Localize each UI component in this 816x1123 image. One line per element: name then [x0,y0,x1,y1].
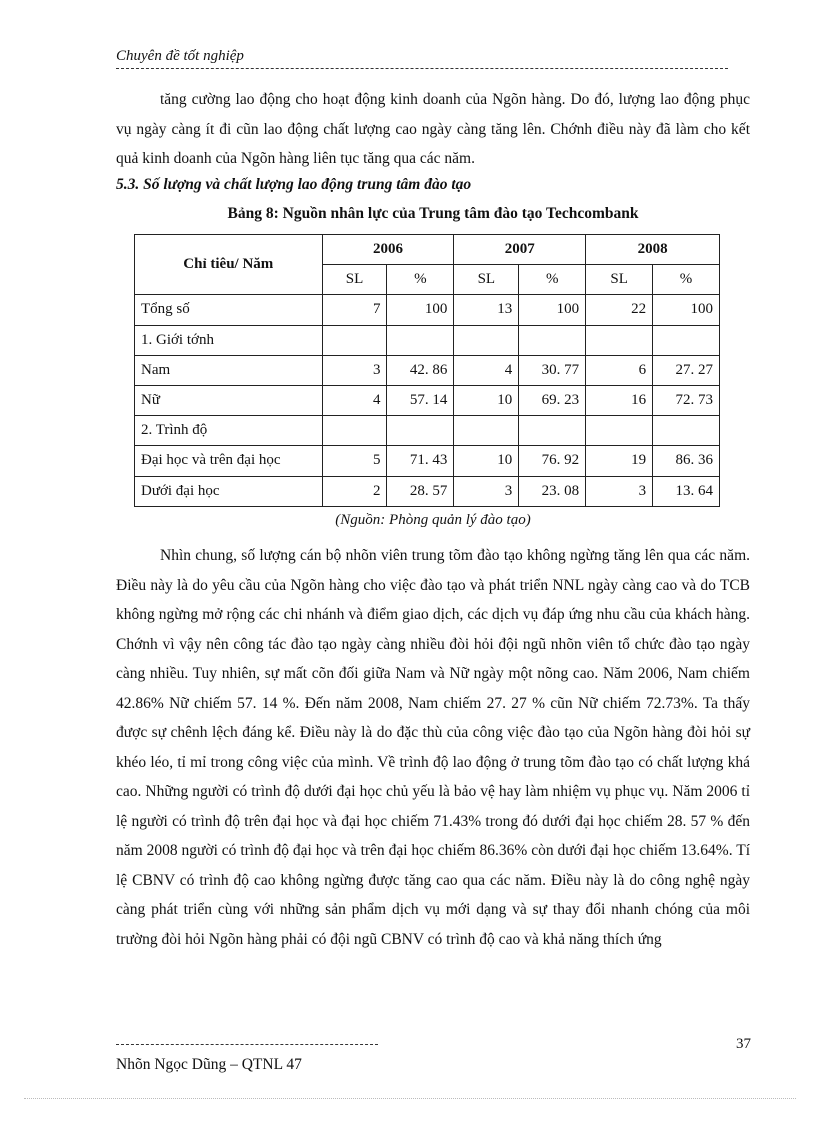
cell [519,325,586,355]
row-label: 1. Giới tớnh [135,325,323,355]
cell: 23. 08 [519,476,586,506]
row-label: Đại học và trên đại học [135,446,323,476]
cell: 16 [586,385,653,415]
table-caption: Bảng 8: Nguồn nhân lực của Trung tâm đào tạo Techcombank [227,205,639,222]
cell: 3 [454,476,519,506]
cell: 30. 77 [519,355,586,385]
cell: 3 [586,476,653,506]
intro-paragraph: tăng cường lao động cho hoạt động kinh doanh của Ngõn hàng. Do đó, lượng lao động phục vụ ngày càng ít đi cũn lao động chất lượng cao ngày càng tăng lên. Chớnh điều này đã làm cho kết quả kinh doanh của Ngõn hàng liên tục tăng qua các năm. [116,91,750,167]
cell: 2 [322,476,387,506]
page-header-title: Chuyên đề tốt nghiệp [116,48,244,64]
footer-author: Nhõn Ngọc Dũng – QTNL 47 [116,1056,302,1073]
cell [387,416,454,446]
table-row [135,416,720,446]
cell: 72. 73 [653,385,720,415]
cell: 42. 86 [387,355,454,385]
cell: 100 [653,295,720,325]
cell: 27. 27 [653,355,720,385]
table-row [135,325,720,355]
cell [454,325,519,355]
table-row [135,385,720,415]
cell: 86. 36 [653,446,720,476]
cell: 3 [322,355,387,385]
cell [586,325,653,355]
cell: 7 [322,295,387,325]
row-label: Nam [135,355,323,385]
cell [586,416,653,446]
cell: 13. 64 [653,476,720,506]
cell: 100 [387,295,454,325]
cell: 4 [454,355,519,385]
cell: 71. 43 [387,446,454,476]
cell [322,416,387,446]
table-source: (Nguồn: Phòng quản lý đào tạo) [335,512,531,528]
cell [653,325,720,355]
cell: 57. 14 [387,385,454,415]
cell: 6 [586,355,653,385]
pct-header: % [519,265,586,295]
row-label: Tổng số [135,295,323,325]
pct-header: % [653,265,720,295]
cell: 13 [454,295,519,325]
row-label: 2. Trình độ [135,416,323,446]
cell [322,325,387,355]
row-label: Dưới đại học [135,476,323,506]
table-header-row [135,235,720,265]
header-divider [116,68,728,69]
cell [387,325,454,355]
cell: 76. 92 [519,446,586,476]
cell: 5 [322,446,387,476]
table-row [135,355,720,385]
table-row [135,446,720,476]
cell: 19 [586,446,653,476]
table-row [135,476,720,506]
section-heading: 5.3. Số lượng và chất lượng lao động trung tâm đào tạo [116,176,472,193]
cell: 22 [586,295,653,325]
row-label: Nữ [135,385,323,415]
year-header: 2008 [586,235,720,265]
cell [653,416,720,446]
cell: 10 [454,446,519,476]
footer-divider [116,1044,378,1045]
cell [519,416,586,446]
year-header: 2006 [322,235,454,265]
workforce-table [134,234,720,507]
table-row [135,295,720,325]
pct-header: % [387,265,454,295]
year-header: 2007 [454,235,586,265]
cell: 10 [454,385,519,415]
page-bottom-border [24,1098,796,1099]
cell: 28. 57 [387,476,454,506]
page-number: 37 [736,1036,751,1052]
sl-header: SL [454,265,519,295]
sl-header: SL [586,265,653,295]
cell: 69. 23 [519,385,586,415]
cell [454,416,519,446]
cell: 4 [322,385,387,415]
analysis-paragraph: Nhìn chung, số lượng cán bộ nhõn viên trung tõm đào tạo không ngừng tăng lên qua các năm. Điều này là do yêu cầu của Ngõn hàng cho việc đào tạo và phát triển NNL ngày càng cao và do TCB không ngừng mở rộng các chi nhánh và điểm giao dịch, các dịch vụ đáp ứng nhu cầu của khách hàng. Chớnh vì vậy nên công tác đào tạo ngày càng nhiều đòi hỏi đội ngũ nhõn viên tổ chức đào tạo ngày càng nhiều. Tuy nhiên, sự mất cõn đối giữa Nam và Nữ ngày một nõng cao. Năm 2006, Nam chiếm 42.86% Nữ chiếm 57. 14 %. Đến năm 2008, Nam chiếm 27. 27 % cũn Nữ chiếm 72.73%. Ta thấy được sự chênh lệch đáng kể. Điều này là do đặc thù của công việc đào tạo của Ngõn hàng đòi hỏi sự khéo léo, tỉ mỉ trong công việc của mình. Về trình độ lao động ở trung tõm đào tạo có chất lượng khá cao. Những người có trình độ dưới đại học chủ yếu là bảo vệ hay làm nhiệm vụ phục vụ. Năm 2006 tỉ lệ người có trình độ trên đại học và đại học chiếm 71.43% trong đó dưới đại học chiếm 28. 57 % đến năm 2008 người có trình độ đại học và trên đại học chiếm 86.36% còn dưới đại học chiếm 13.64%. Tí lệ CBNV có trình độ cao không ngừng được tăng cao qua các năm. Điều này là do công nghệ ngày càng phát triển cùng với những sản phẩm dịch vụ mới dạng và sự thay đổi nhanh chóng của môi trường đòi hỏi Ngõn hàng phải có đội ngũ CBNV có trình độ cao và khả năng thích ứng [116,547,750,948]
criteria-header: Chỉ tiêu/ Năm [135,235,323,295]
cell: 100 [519,295,586,325]
sl-header: SL [322,265,387,295]
